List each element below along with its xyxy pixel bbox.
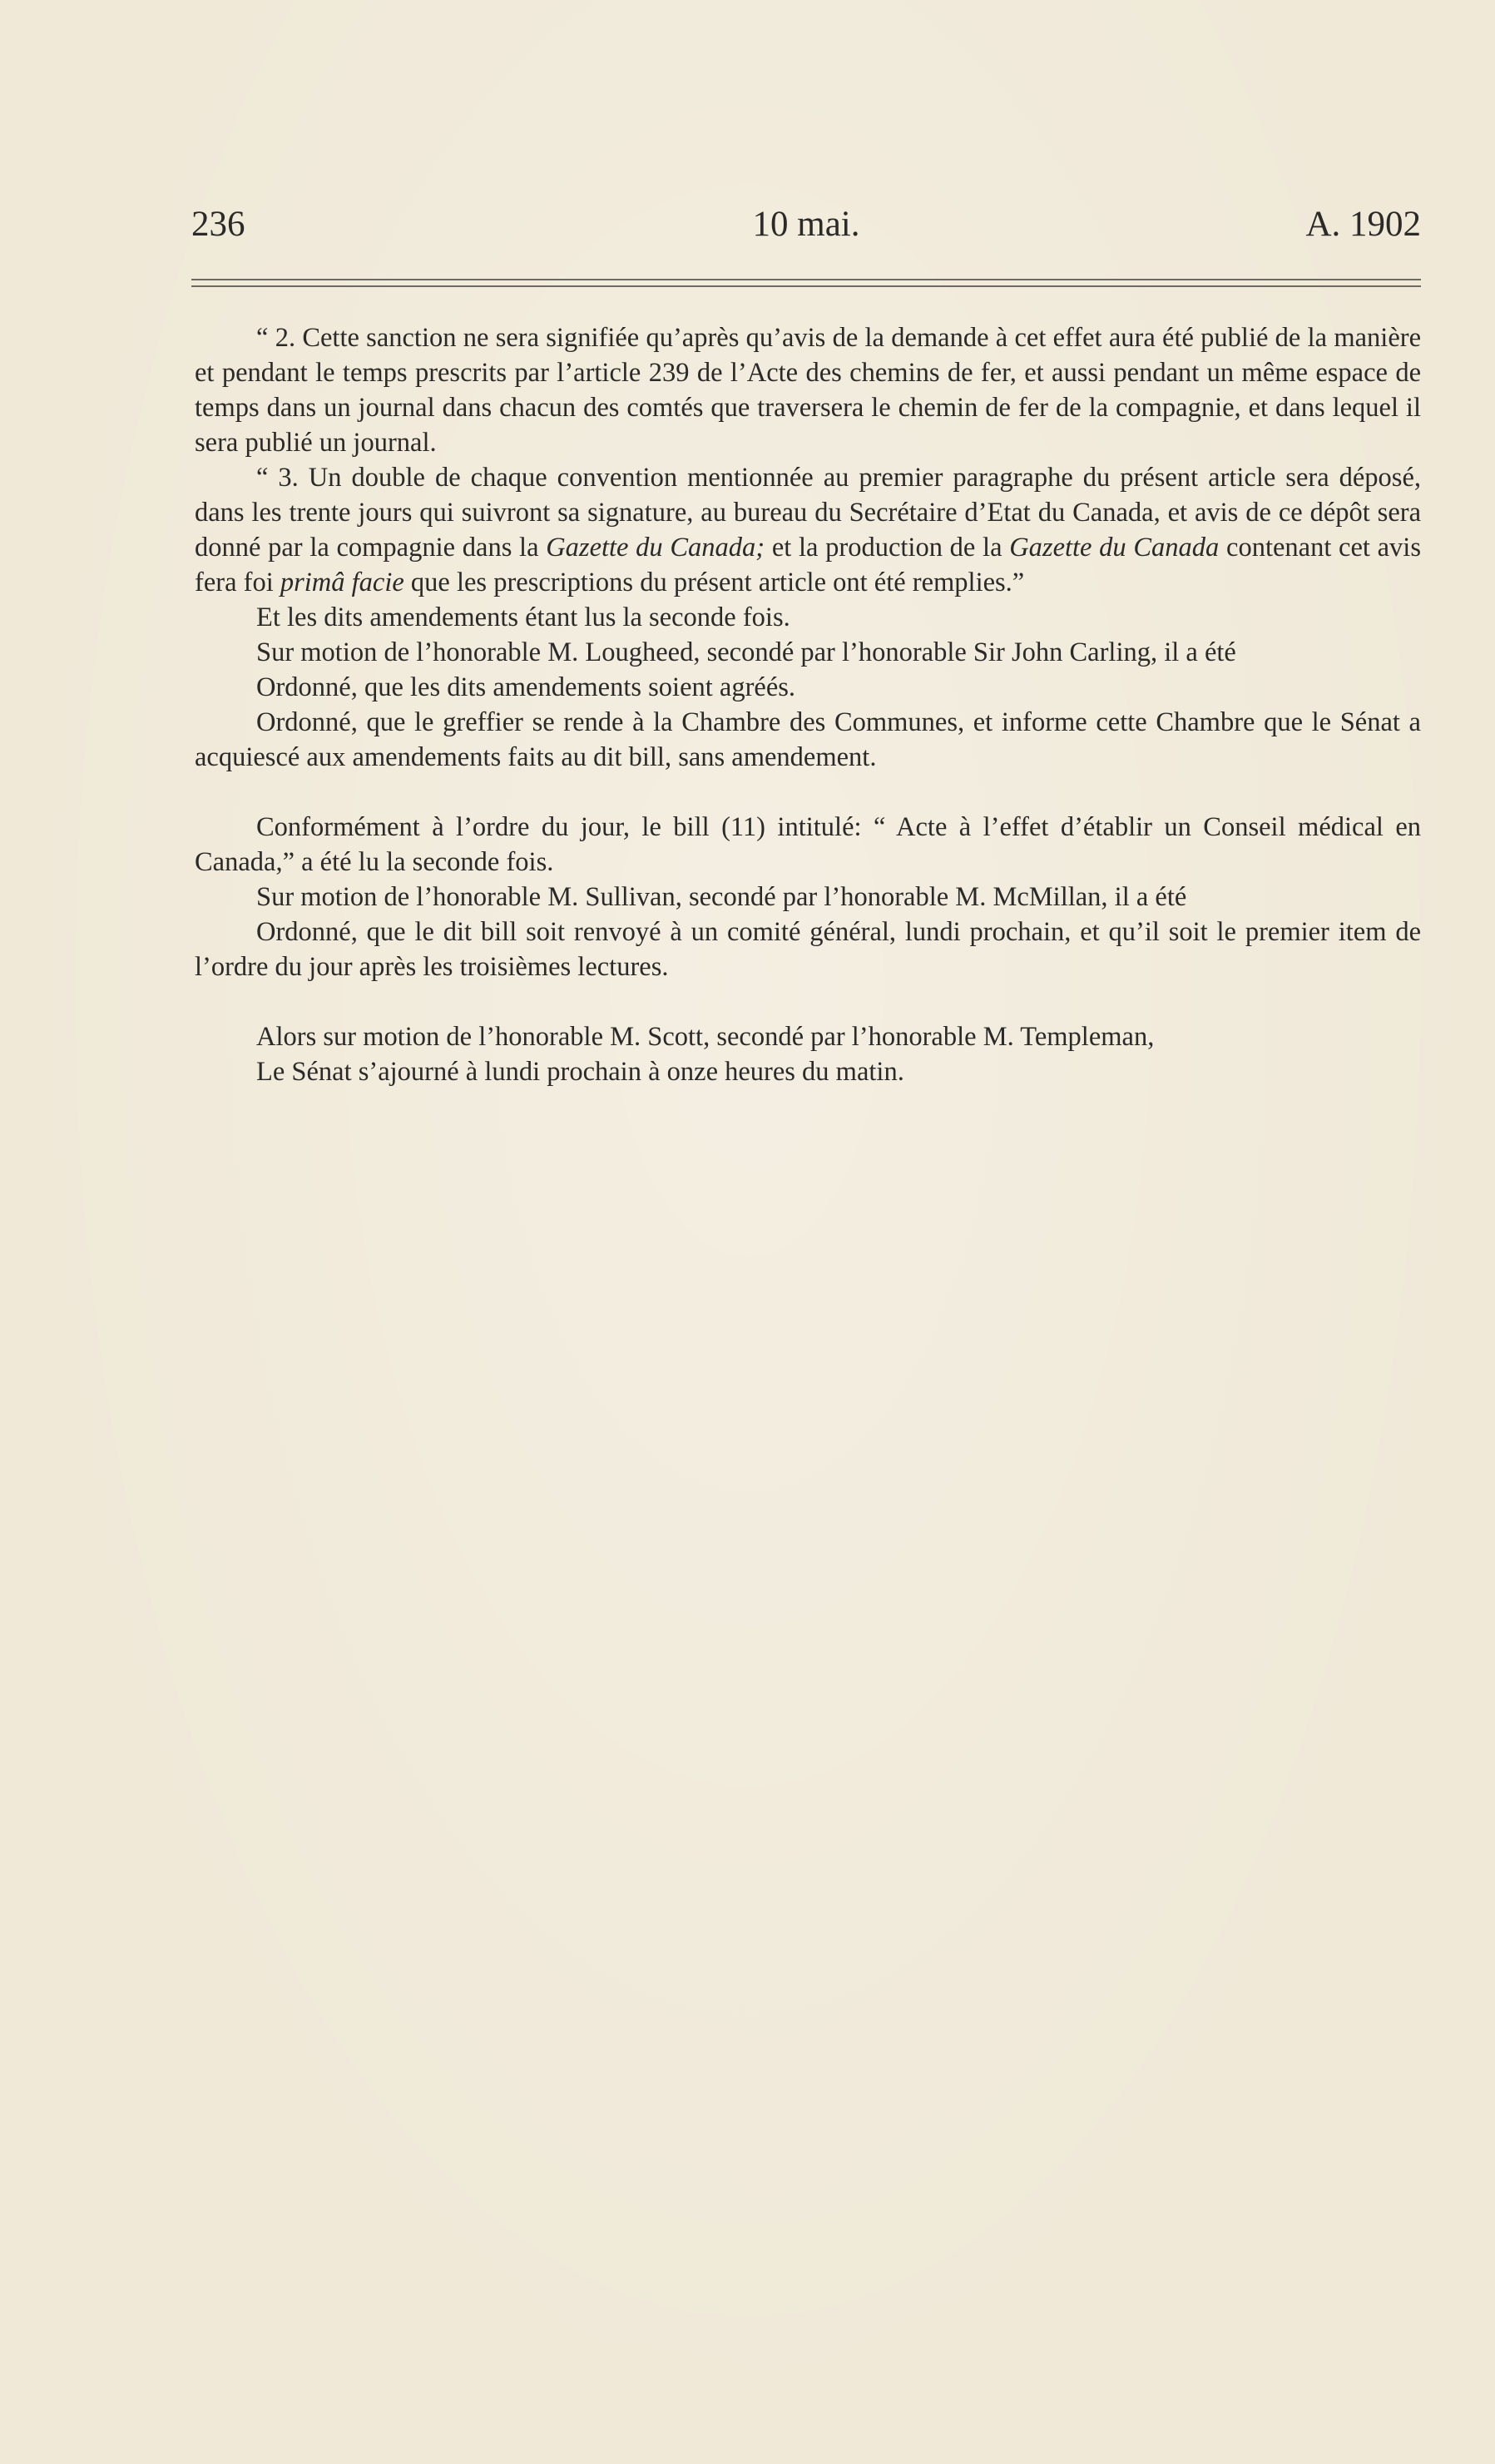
clause-3-text-d: que les prescriptions du présent article ont été remplies.” [410,568,1025,597]
clause-3-italic-2: Gazette du Canada [1009,533,1220,563]
paragraph-amendments-read: Et les dits amendements étant lus la seconde fois. [256,602,790,632]
page-number: 236 [191,205,245,244]
header-rule [191,279,1421,292]
section-gap [195,775,1421,810]
paragraph-motion-scott: Alors sur motion de l’honorable M. Scott, secondé par l’honorable M. Templeman, [256,1022,1155,1052]
document-body [195,320,1421,1089]
page-year: A. 1902 [1305,205,1421,244]
paragraph-adjournment: Le Sénat s’ajourné à lundi prochain à onze heures du matin. [256,1057,904,1087]
paragraph-ordered-clerk: Ordonné, que le greffier se rende à la Chambre des Communes, et informe cette Chambre que le Sénat a acquiescé aux amendements faits au dit bill, sans amendement. [195,707,1421,772]
paragraph-motion-sullivan: Sur motion de l’honorable M. Sullivan, secondé par l’honorable M. McMillan, il a été [256,882,1187,912]
header-rule-line-top [191,279,1421,280]
paragraph-clause-3 [195,460,1421,600]
clause-3-text-a: “ 3. Un double de chaque convention mentionnée au premier paragraphe du présent article sera déposé, dans les trente jours qui suivront sa signature, au bureau du Secrétaire d’Etat du Canada, et avis de ce dépôt sera donné par la compagnie dans la [195,463,1421,563]
clause-3-italic-3: primâ facie [280,568,404,597]
paragraph-ordered-committee: Ordonné, que le dit bill soit renvoyé à un comité général, lundi prochain, et qu’il soit le premier item de l’ordre du jour après les troisièmes lectures. [195,917,1421,982]
paragraph-ordered-agreed: Ordonné, que les dits amendements soient agréés. [256,672,796,702]
page-header [191,200,1421,250]
paragraph-motion-lougheed: Sur motion de l’honorable M. Lougheed, secondé par l’honorable Sir John Carling, il a été [256,637,1236,667]
clause-3-italic-1: Gazette du Canada; [546,533,765,563]
section-gap [195,984,1421,1019]
clause-3-text-b: et la production de la [771,533,1002,563]
header-rule-line-bottom [191,285,1421,287]
paragraph-bill-11: Conformément à l’ordre du jour, le bill (11) intitulé: “ Acte à l’effet d’établir un Conseil médical en Canada,” a été lu la seconde fois. [195,812,1421,877]
paragraph-clause-2: “ 2. Cette sanction ne sera signifiée qu’après qu’avis de la demande à cet effet aura été publié de la manière et pendant le temps prescrits par l’article 239 de l’Acte des chemins de fer, et aussi pendant un même espace de temps dans un journal dans chacun des comtés que traversera le chemin de fer de la compagnie, et dans lequel il sera publié un journal. [195,323,1421,458]
page-date: 10 mai. [752,205,860,244]
clause-3-text-c: contenant cet avis fera foi [195,533,1421,597]
